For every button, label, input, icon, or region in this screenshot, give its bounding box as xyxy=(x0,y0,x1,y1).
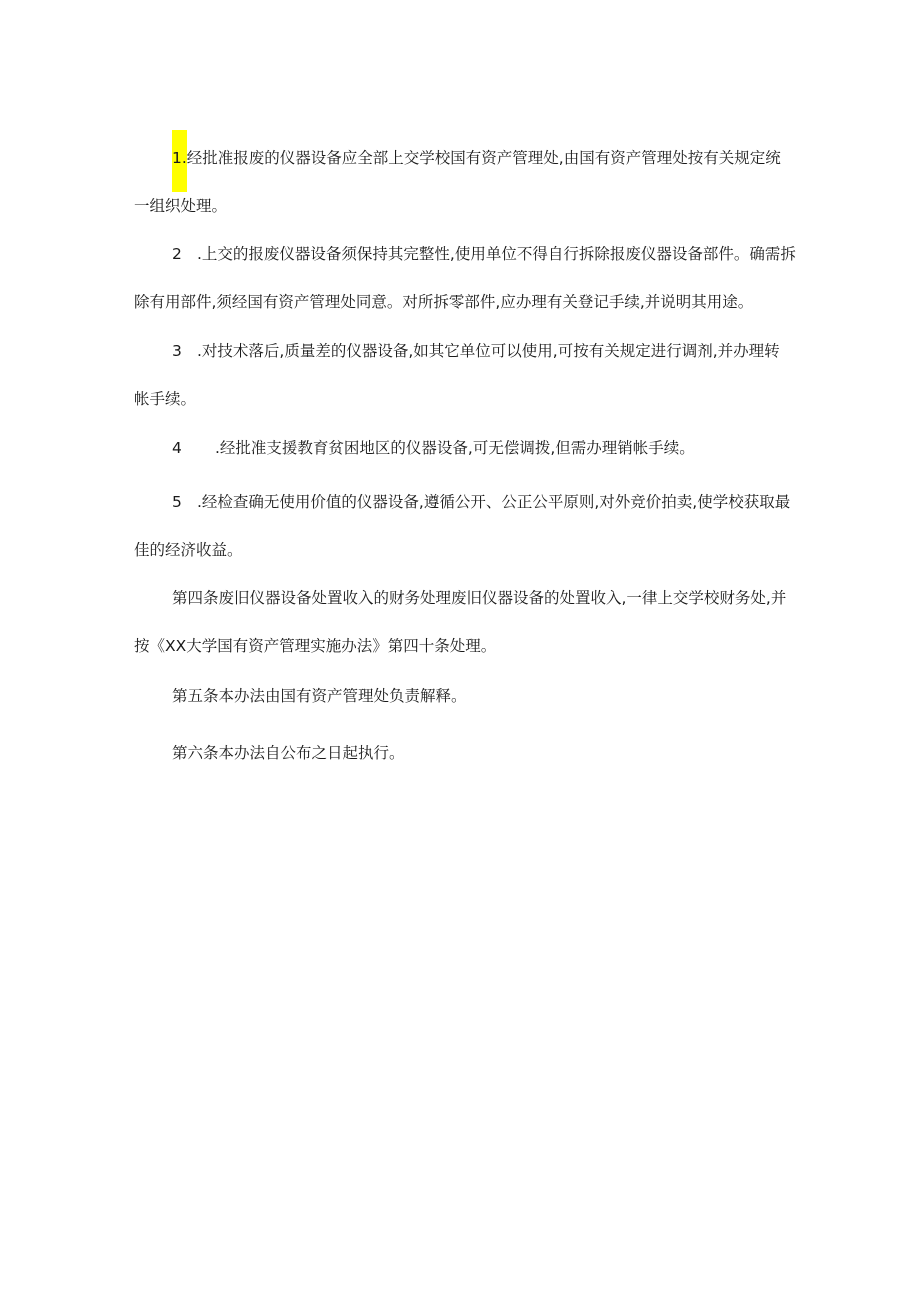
item-text-line: 一组织处理。 xyxy=(134,197,228,215)
item-text-line: .经检查确无使用价值的仪器设备,遵循公开、公正公平原则,对外竞价拍卖,使学校获取最 xyxy=(197,493,791,511)
item-text-line: .对技术落后,质量差的仪器设备,如其它单位可以使用,可按有关规定进行调剂,并办理转 xyxy=(197,342,780,360)
article-text-line: 按《XX大学国有资产管理实施办法》第四十条处理。 xyxy=(134,637,497,655)
article-text-line: 第四条废旧仪器设备处置收入的财务处理废旧仪器设备的处置收入,一律上交学校财务处,并 xyxy=(172,589,787,607)
item-text-line: .经批准支援教育贫困地区的仪器设备,可无偿调拨,但需办理销帐手续。 xyxy=(215,439,695,457)
item-number: 5 xyxy=(172,493,182,511)
item-number: 4 xyxy=(172,439,182,457)
item-number: 3 xyxy=(172,342,182,360)
item-text-line: 经批准报废的仪器设备应全部上交学校国有资产管理处,由国有资产管理处按有关规定统 xyxy=(186,149,781,167)
article-5 xyxy=(134,672,794,720)
article-6 xyxy=(134,729,794,777)
item-text-line: 佳的经济收益。 xyxy=(134,541,243,559)
list-item-3 xyxy=(134,327,794,423)
article-text-line: 第六条本办法自公布之日起执行。 xyxy=(172,744,405,762)
item-text-line: 除有用部件,须经国有资产管理处同意。对所拆零部件,应办理有关登记手续,并说明其用途。 xyxy=(134,293,754,311)
list-item-4 xyxy=(134,424,794,472)
item-text-line: 帐手续。 xyxy=(134,390,197,408)
list-item-2 xyxy=(134,230,794,326)
item-number-highlighted: 1. xyxy=(172,130,187,192)
article-4 xyxy=(134,574,794,670)
list-item-5 xyxy=(134,478,794,574)
article-text-line: 第五条本办法由国有资产管理处负责解释。 xyxy=(172,687,467,705)
item-number: 2 xyxy=(172,245,182,263)
item-text-line: .上交的报废仪器设备须保持其完整性,使用单位不得自行拆除报废仪器设备部件。确需拆 xyxy=(197,245,796,263)
list-item-1 xyxy=(134,134,794,230)
